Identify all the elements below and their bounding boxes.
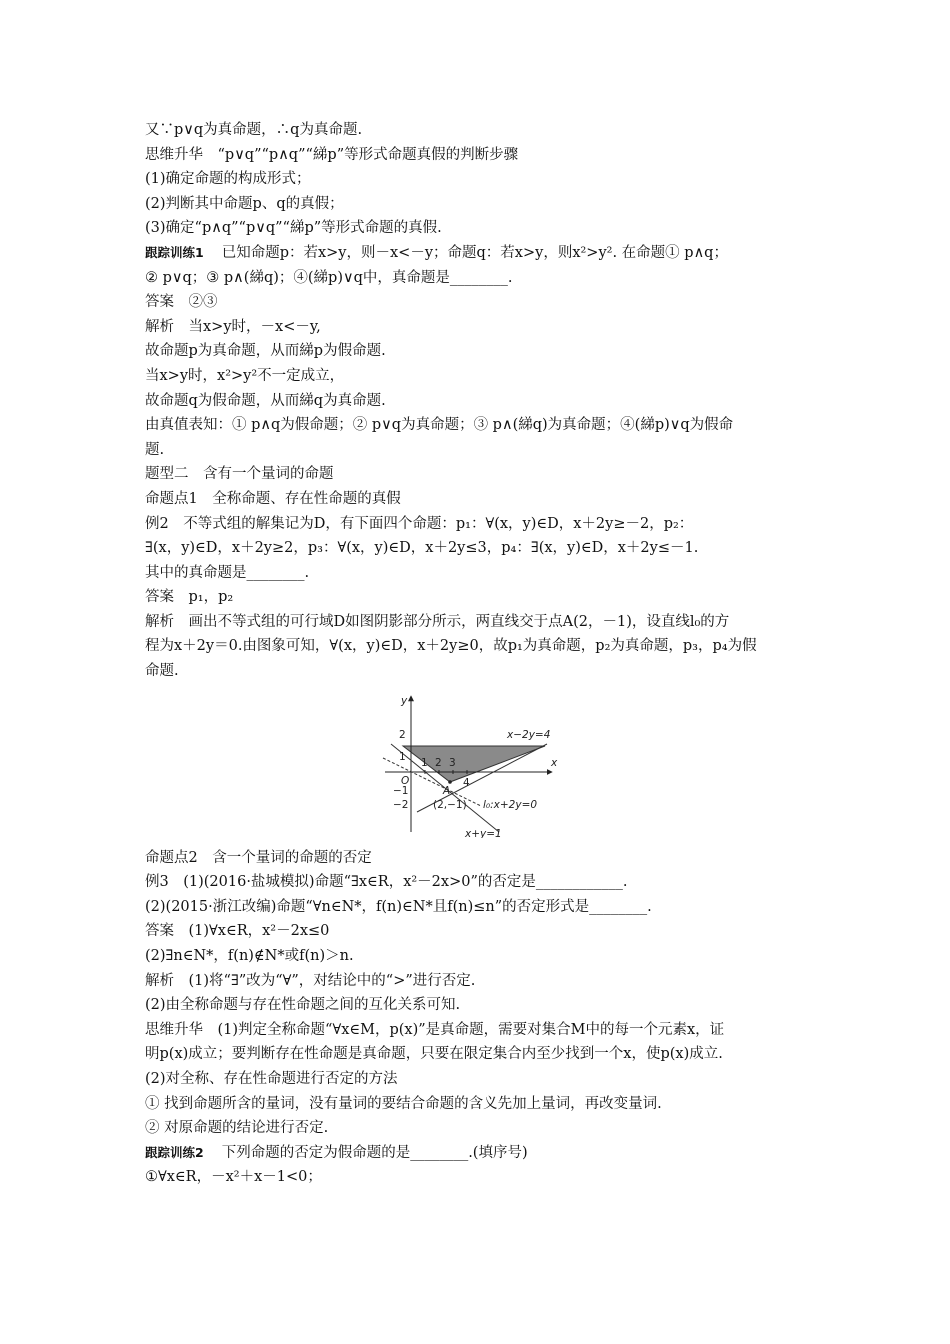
exercise1-tag: 跟踪训练1: [145, 244, 204, 260]
example2-line: ∃(x，y)∈D，x＋2y≥2，p₃：∀(x，y)∈D，x＋2y≤3，p₄：∃(x，y)∈D，x＋2y≤－1.: [145, 540, 699, 557]
example3-line: (2)(2015·浙江改编)命题“∀n∈N*，f(n)∈N*且f(n)≤n”的否定形式是________.: [145, 898, 652, 915]
line1-label: x−2y=4: [507, 728, 551, 741]
summary-line: ② 对原命题的结论进行否定.: [145, 1120, 329, 1137]
example2-line: 其中的真命题是________.: [145, 564, 310, 581]
exercise1-analysis: 当x>y时，x²>y²不一定成立，: [145, 367, 345, 384]
example3-answer: (2)∃n∈N*，f(n)∉N*或f(n)＞n.: [145, 948, 354, 965]
section-title: 题型二 含有一个量词的命题: [145, 466, 334, 483]
example2-analysis: 程为x＋2y＝0.由图象可知，∀(x，y)∈D，x＋2y≥0，故p₁为真命题，p₂为真命题，p₃，p₄为假: [145, 638, 757, 655]
summary-heading: 思维升华 “p∨q”“p∧q”“綈p”等形式命题真假的判断步骤: [145, 146, 519, 163]
feasible-region-graph: [377, 692, 577, 838]
exercise2-tag: 跟踪训练2: [145, 1144, 204, 1160]
exercise1-analysis: 解析 当x>y时，－x<－y,: [145, 318, 321, 335]
exercise1-text2: ② p∨q；③ p∧(綈q)；④(綈p)∨q中，真命题是________.: [145, 269, 513, 286]
example3-line: 例3 (1)(2016·盐城模拟)命题“∃x∈R，x²－2x>0”的否定是____________.: [145, 874, 628, 891]
x-axis-label: x: [551, 756, 558, 769]
x-tick-label: 4: [463, 776, 470, 789]
x-tick-label: 3: [449, 756, 456, 769]
summary-line: (2)对全称、存在性命题进行否定的方法: [145, 1071, 398, 1087]
text-line: 又∵p∨q为真命题，∴q为真命题.: [145, 122, 363, 138]
example2-answer: 答案 p₁，p₂: [145, 589, 234, 606]
example2-analysis: 命题.: [145, 663, 179, 680]
feasible-region-figure: [145, 692, 810, 842]
exercise2-item: ①∀x∈R，－x²＋x－1<0；: [145, 1169, 322, 1186]
exercise1-analysis: 由真值表知：① p∧q为假命题；② p∨q为真命题；③ p∧(綈q)为真命题；④(綈p)∨q为假命: [145, 417, 734, 434]
exercise1-analysis: 题.: [145, 441, 165, 458]
exercise2-question: [145, 1141, 810, 1166]
exercise1-question: [145, 241, 810, 266]
example2-analysis: 解析 画出不等式组的可行域D如图阴影部分所示，两直线交于点A(2，－1)，设直线l₀的方: [145, 613, 730, 630]
line3-label: x+y=1: [465, 827, 502, 838]
text-line: (2)判断其中命题p、q的真假；: [145, 195, 344, 212]
text-line: (3)确定“p∧q”“p∨q”“綈p”等形式命题的真假.: [145, 220, 442, 237]
y-axis-label: y: [401, 694, 408, 707]
x-tick-label: 1: [421, 756, 428, 769]
exercise1-analysis: 故命题p为真命题，从而綈p为假命题.: [145, 343, 386, 360]
exercise2-text: 下列命题的否定为假命题的是________.(填序号): [221, 1144, 528, 1161]
exercise1-text: 已知命题p：若x>y，则－x<－y；命题q：若x>y，则x²>y². 在命题① p∧q；: [221, 244, 728, 261]
document-page: [145, 118, 810, 1190]
x-tick-label: 2: [435, 756, 442, 769]
exercise1-analysis: 故命题q为假命题，从而綈q为真命题.: [145, 392, 386, 409]
example2-line: 例2 不等式组的解集记为D，有下面四个命题：p₁：∀(x，y)∈D，x＋2y≥－2，p₂：: [145, 515, 694, 532]
point-a-coord: (2,−1): [433, 798, 467, 811]
point-a-label: A: [443, 784, 451, 797]
summary-line: ① 找到命题所含的量词，没有量词的要结合命题的含义先加上量词，再改变量词.: [145, 1095, 662, 1112]
text-line: (1)确定命题的构成形式；: [145, 171, 311, 188]
point2-title: 命题点2 含一个量词的命题的否定: [145, 849, 372, 866]
point1-title: 命题点1 全称命题、存在性命题的真假: [145, 490, 401, 507]
point-a: [448, 780, 452, 784]
example3-answer: 答案 (1)∀x∈R，x²－2x≤0: [145, 923, 330, 940]
line2-label: l₀:x+2y=0: [483, 798, 538, 811]
exercise1-answer: 答案 ②③: [145, 294, 218, 311]
origin-label: O: [401, 774, 410, 787]
example3-analysis: (2)由全称命题与存在性命题之间的互化关系可知.: [145, 997, 461, 1014]
y-tick-label: −2: [393, 798, 409, 811]
summary-line: 明p(x)成立；要判断存在性命题是真命题，只要在限定集合内至少找到一个x，使p(x)成立.: [145, 1046, 723, 1063]
y-tick-label: 2: [399, 728, 406, 741]
y-tick-label: −1: [393, 784, 409, 797]
y-tick-label: 1: [399, 750, 406, 763]
summary-line: 思维升华 (1)判定全称命题“∀x∈M，p(x)”是真命题，需要对集合M中的每一个元素x，证: [145, 1021, 725, 1038]
example3-analysis: 解析 (1)将“∃”改为“∀”，对结论中的“>”进行否定.: [145, 972, 476, 989]
